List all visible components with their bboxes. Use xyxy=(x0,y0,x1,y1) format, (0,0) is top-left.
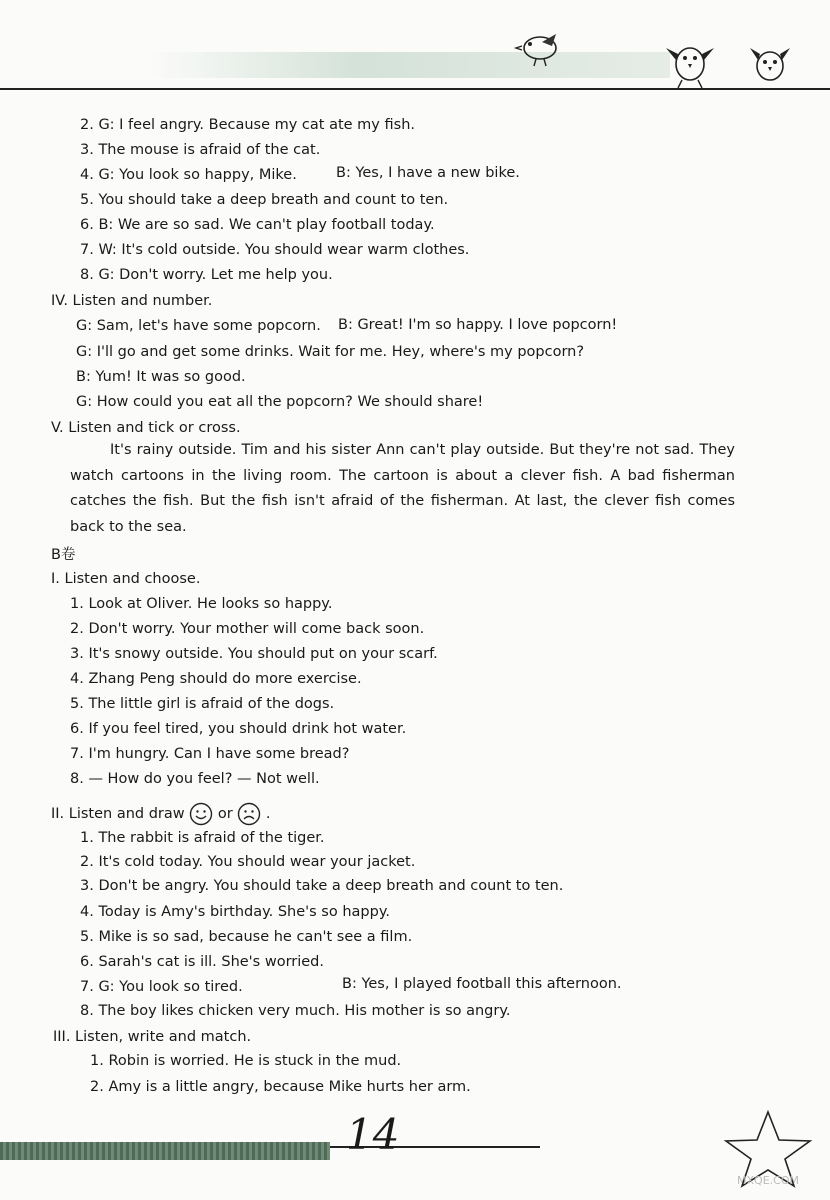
passage-text: It's rainy outside. Tim and his sister Ann can't play outside. But they're not sad. They watch cartoons in the living room. The cartoon is about a clever fish. A bad fisherman catches the fish. But the fish isn't afraid of the fisherman. At last, the clever fish comes back to the sea. xyxy=(70,442,735,535)
bird-icon xyxy=(746,38,794,88)
dialogue-line: G: Sam, let's have some popcorn. xyxy=(76,318,321,334)
page-number: 14 xyxy=(346,1110,400,1159)
section-heading: V. Listen and tick or cross. xyxy=(51,420,241,436)
list-item: 3. It's snowy outside. You should put on your scarf. xyxy=(70,646,438,662)
bird-icon xyxy=(512,20,568,70)
list-item: 4. G: You look so happy, Mike. xyxy=(80,167,297,183)
list-item: 5. Mike is so sad, because he can't see a film. xyxy=(80,929,413,945)
header-decoration xyxy=(150,52,670,78)
dialogue-reply: B: Great! I'm so happy. I love popcorn! xyxy=(338,317,618,333)
list-item: 2. Amy is a little angry, because Mike hurts her arm. xyxy=(90,1079,471,1095)
list-item: 7. W: It's cold outside. You should wear warm clothes. xyxy=(80,242,470,258)
footer-decoration xyxy=(0,1142,330,1160)
list-item: 7. I'm hungry. Can I have some bread? xyxy=(70,746,350,762)
list-item-reply: B: Yes, I played football this afternoon. xyxy=(342,976,622,992)
dialogue-line: G: How could you eat all the popcorn? We should share! xyxy=(76,394,484,410)
list-item: 1. The rabbit is afraid of the tiger. xyxy=(80,830,325,846)
list-item-reply: B: Yes, I have a new bike. xyxy=(336,165,520,181)
list-item: 3. Don't be angry. You should take a deep breath and count to ten. xyxy=(80,878,564,894)
list-item: 4. Zhang Peng should do more exercise. xyxy=(70,671,362,687)
list-item: 8. The boy likes chicken very much. His mother is so angry. xyxy=(80,1003,511,1019)
section-heading: I. Listen and choose. xyxy=(51,571,201,587)
list-item: 6. Sarah's cat is ill. She's worried. xyxy=(80,954,324,970)
dialogue-line: B: Yum! It was so good. xyxy=(76,369,246,385)
watermark-text: MXQE.COM xyxy=(737,1174,799,1187)
section-heading: IV. Listen and number. xyxy=(51,293,213,309)
list-item: 8. — How do you feel? — Not well. xyxy=(70,771,320,787)
section-heading: III. Listen, write and match. xyxy=(53,1029,252,1045)
list-item: 2. It's cold today. You should wear your jacket. xyxy=(80,854,416,870)
sad-face-icon xyxy=(237,802,261,826)
list-item: 3. The mouse is afraid of the cat. xyxy=(80,142,321,158)
list-item: 1. Robin is worried. He is stuck in the mud. xyxy=(90,1053,402,1069)
list-item: 5. The little girl is afraid of the dogs. xyxy=(70,696,335,712)
list-item: 7. G: You look so tired. xyxy=(80,979,243,995)
section-heading-text: II. Listen and draw xyxy=(51,806,185,822)
list-item: 5. You should take a deep breath and count to ten. xyxy=(80,192,449,208)
section-heading xyxy=(51,802,271,826)
dialogue-line: G: I'll go and get some drinks. Wait for me. Hey, where's my popcorn? xyxy=(76,344,585,360)
bird-icon xyxy=(664,34,716,90)
list-item: 6. If you feel tired, you should drink hot water. xyxy=(70,721,407,737)
header-rule xyxy=(0,88,830,90)
list-item: 6. B: We are so sad. We can't play football today. xyxy=(80,217,435,233)
list-item: 2. G: I feel angry. Because my cat ate my fish. xyxy=(80,117,415,133)
heading-period: . xyxy=(265,806,271,822)
happy-face-icon xyxy=(189,802,213,826)
or-text: or xyxy=(217,806,233,822)
list-item: 2. Don't worry. Your mother will come back soon. xyxy=(70,621,425,637)
listening-passage xyxy=(70,438,735,540)
star-icon xyxy=(718,1108,818,1190)
list-item: 4. Today is Amy's birthday. She's so happy. xyxy=(80,904,390,920)
list-item: 1. Look at Oliver. He looks so happy. xyxy=(70,596,333,612)
part-label: B卷 xyxy=(51,547,76,563)
list-item: 8. G: Don't worry. Let me help you. xyxy=(80,267,333,283)
